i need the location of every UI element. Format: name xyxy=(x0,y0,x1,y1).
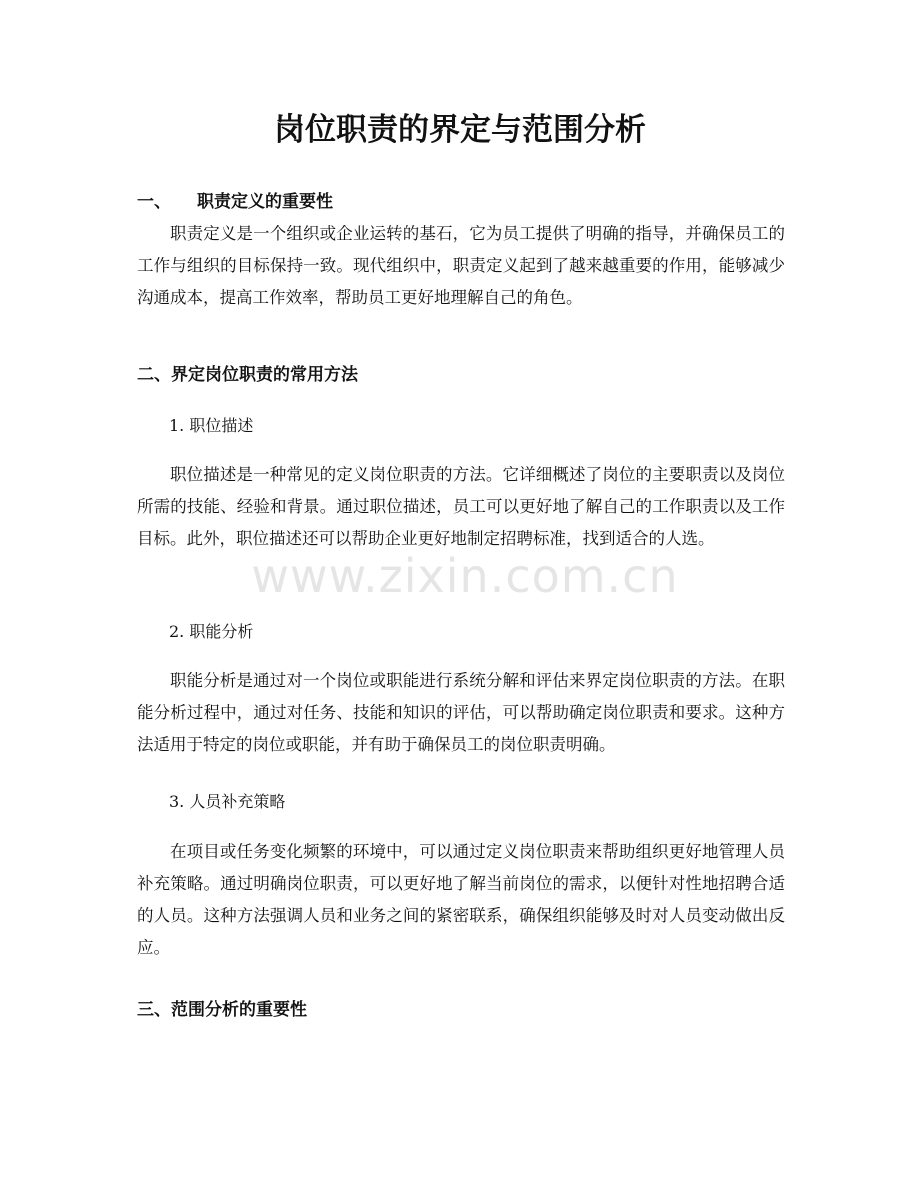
subsection-3-paragraph: 在项目或任务变化频繁的环境中，可以通过定义岗位职责来帮助组织更好地管理人员补充策略。通过明确岗位职责，可以更好地了解当前岗位的需求，以便针对性地招聘合适的人员。这种方法强调人员和业务之间的紧密联系，确保组织能够及时对人员变动做出反应。 xyxy=(137,842,785,957)
section-heading-3: 三、范围分析的重要性 xyxy=(137,1000,307,1020)
subsection-label-2: 2. 职能分析 xyxy=(169,622,254,641)
section-number-1: 一、 xyxy=(137,192,171,212)
subsection-1-paragraph: 职位描述是一种常见的定义岗位职责的方法。它详细概述了岗位的主要职责以及岗位所需的技能、经验和背景。通过职位描述，员工可以更好地了解自己的工作职责以及工作目标。此外，职位描述还可以帮助企业更好地制定招聘标准，找到适合的人选。 xyxy=(137,465,785,548)
subsection-label-3: 3. 人员补充策略 xyxy=(169,792,286,811)
section-1-paragraph: 职责定义是一个组织或企业运转的基石，它为员工提供了明确的指导，并确保员工的工作与组织的目标保持一致。现代组织中，职责定义起到了越来越重要的作用，能够减少沟通成本，提高工作效率，帮助员工更好地理解自己的角色。 xyxy=(137,224,785,307)
section-heading-2: 二、界定岗位职责的常用方法 xyxy=(137,365,358,385)
document-title: 岗位职责的界定与范围分析 xyxy=(274,112,646,148)
watermark-text: www.zixin.com.cn xyxy=(251,549,679,603)
subsection-2-paragraph: 职能分析是通过对一个岗位或职能进行系统分解和评估来界定岗位职责的方法。在职能分析过程中，通过对任务、技能和知识的评估，可以帮助确定岗位职责和要求。这种方法适用于特定的岗位或职能，并有助于确保员工的岗位职责明确。 xyxy=(137,671,785,754)
section-heading-1 xyxy=(137,189,333,215)
section-title-1: 职责定义的重要性 xyxy=(197,192,333,212)
subsection-label-1: 1. 职位描述 xyxy=(169,416,254,435)
